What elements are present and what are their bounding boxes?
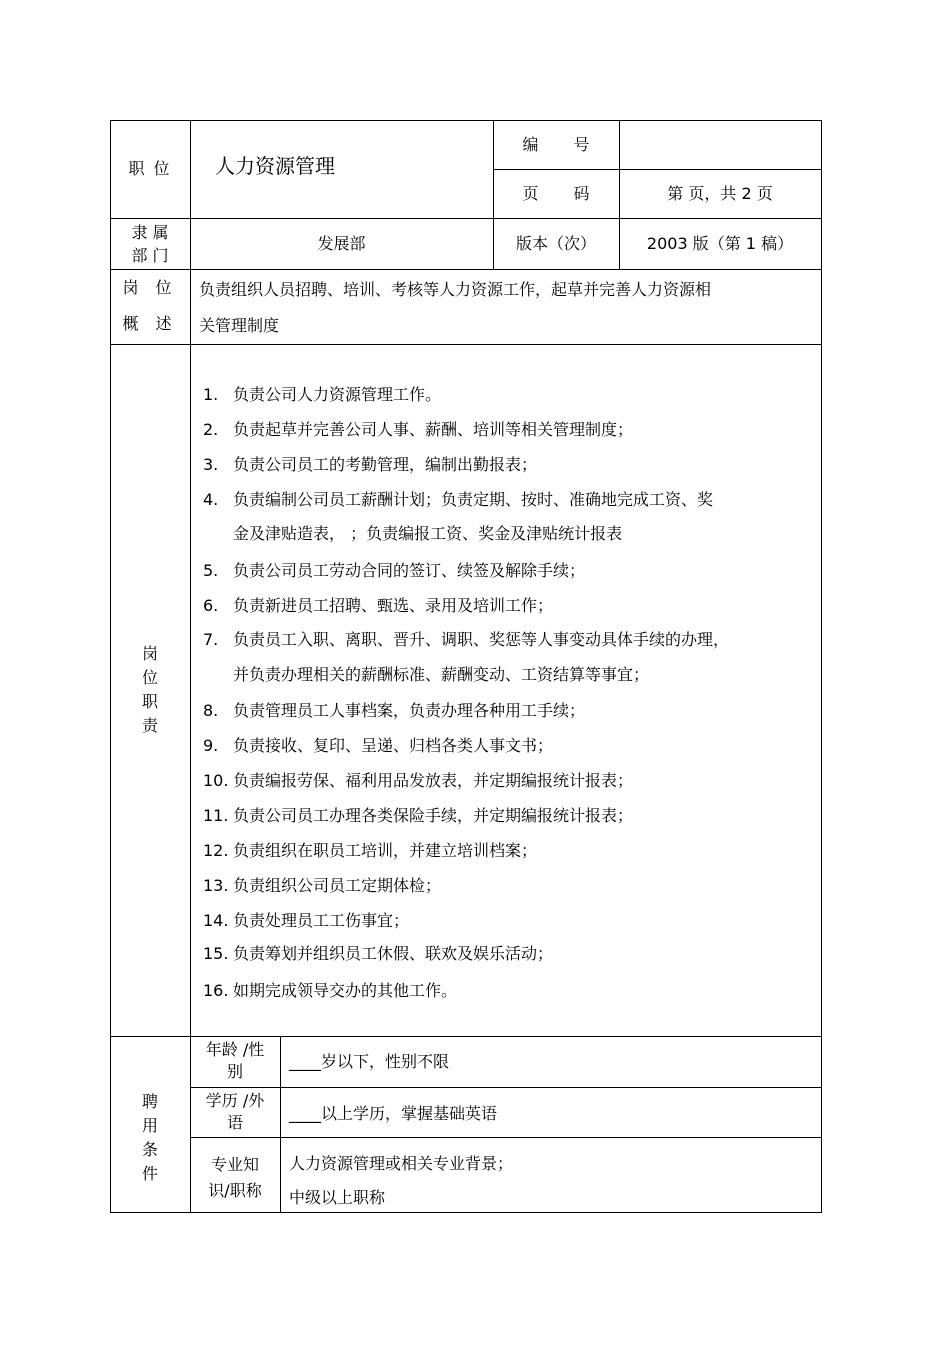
duty-item: 15. 负责筹划并组织员工休假、联欢及娱乐活动； [203, 944, 554, 963]
version-value: 2003 版（第 1 稿） [646, 234, 794, 253]
duty-item: 1. 负责公司人力资源管理工作。 [203, 385, 442, 404]
page-label: 页 码 [522, 183, 590, 203]
duty-item: 16. 如期完成领导交办的其他工作。 [203, 981, 458, 1000]
version-label: 版本（次） [515, 234, 596, 253]
border-right [821, 120, 822, 1213]
duty-item: 10. 负责编报劳保、福利用品发放表，并定期编报统计报表； [203, 771, 634, 790]
page-value: 第 页，共 2 页 [667, 183, 773, 203]
duty-item: 6. 负责新进员工招聘、甄选、录用及培训工作； [203, 596, 554, 615]
duty-item: 9. 负责接收、复印、呈递、归档各类人事文书； [203, 736, 554, 755]
duty-item: 5. 负责公司员工劳动合同的签订、续签及解除手续； [203, 561, 586, 580]
education-language-label: 学历 /外 语 [205, 1091, 265, 1132]
divider-row-overview [110, 269, 822, 270]
duty-item: 12. 负责组织在职员工培训，并建立培训档案； [203, 841, 538, 860]
divider-req-label [280, 1036, 281, 1213]
divider-req-edu-skill [190, 1137, 822, 1138]
skill-title-value: 人力资源管理或相关专业背景； 中级以上职称 [289, 1154, 514, 1207]
duty-item: 3. 负责公司员工的考勤管理，编制出勤报表； [203, 455, 538, 474]
number-value [619, 120, 821, 169]
duty-item: 11. 负责公司员工办理各类保险手续，并定期编报统计报表； [203, 806, 634, 825]
duty-item: 4. 负责编制公司员工薪酬计划；负责定期、按时、准确地完成工资、奖 [203, 490, 714, 509]
age-gender-value: ____岁以下，性别不限 [289, 1052, 450, 1071]
overview-text: 负责组织人员招聘、培训、考核等人力资源工作，起草并完善人力资源相 关管理制度 [199, 280, 712, 335]
divider-row-requirements [110, 1036, 822, 1037]
number-label: 编 号 [522, 134, 590, 154]
education-language-value: ____以上学历，掌握基础英语 [289, 1104, 498, 1123]
position-label: 职 位 [128, 159, 172, 178]
duty-item-continued: 金及津贴造表， ；负责编报工资、奖金及津贴统计报表 [233, 524, 623, 543]
department-label: 隶 属 部 门 [131, 223, 169, 265]
divider-row-duties [110, 344, 822, 345]
position-value: 人力资源管理 [215, 154, 335, 178]
divider-req-age-edu [190, 1087, 822, 1088]
requirements-label: 聘 用 条 件 [141, 1092, 158, 1183]
skill-title-label: 专业知 识/职称 [208, 1155, 262, 1200]
duty-item: 14. 负责处理员工工伤事宜； [203, 911, 410, 930]
duty-item: 13. 负责组织公司员工定期体检； [203, 876, 442, 895]
duty-item: 8. 负责管理员工人事档案，负责办理各种用工手续； [203, 701, 586, 720]
overview-label: 岗 位 概 述 [122, 278, 178, 333]
department-value: 发展部 [317, 234, 366, 253]
duty-item: 2. 负责起草并完善公司人事、薪酬、培训等相关管理制度； [203, 420, 634, 439]
duties-label: 岗 位 职 责 [141, 644, 158, 735]
duty-item-continued: 并负责办理相关的薪酬标准、薪酬变动、工资结算等事宜； [233, 665, 650, 684]
duty-item: 7. 负责员工入职、离职、晋升、调职、奖惩等人事变动具体手续的办理， [203, 630, 730, 649]
age-gender-label: 年龄 /性 别 [205, 1040, 265, 1081]
